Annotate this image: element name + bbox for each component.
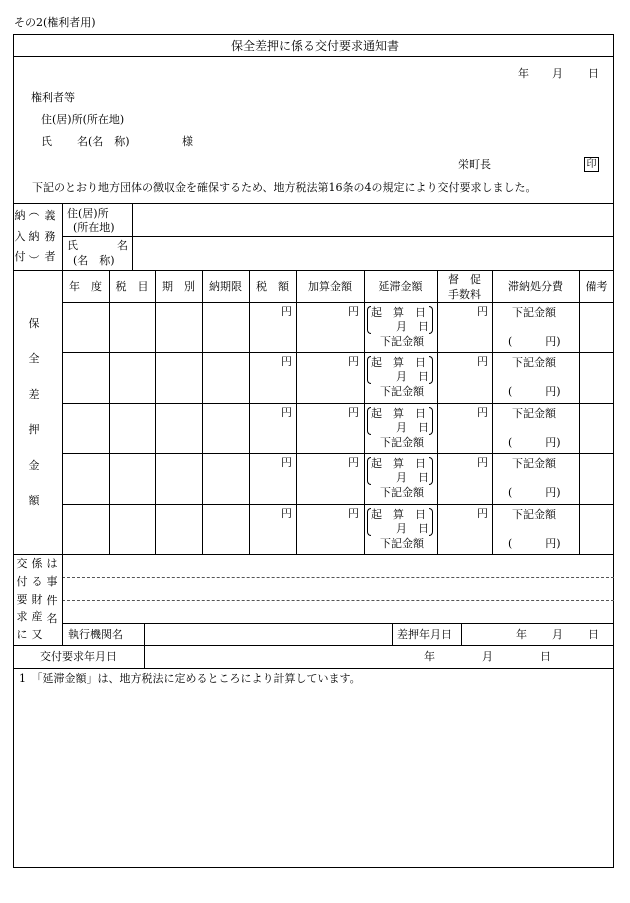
request-day: 日 (540, 650, 551, 663)
disposition-below-amount: 下記金額 (512, 306, 556, 319)
obligor-side-left: 納 入 付 (14, 209, 26, 263)
additional-yen: 円 (348, 406, 359, 419)
seizure-month: 月 (552, 628, 563, 641)
dashed-line (62, 577, 614, 578)
divider (62, 270, 63, 554)
brace-right (429, 508, 433, 536)
dunning-yen: 円 (477, 406, 488, 419)
obligor-name-label-2: (名 称) (73, 254, 115, 267)
obligor-address-label-2: (所在地) (73, 221, 115, 234)
tax-amount-yen: 円 (281, 305, 292, 318)
form-title: 保全差押に係る交付要求通知書 (230, 39, 399, 53)
header-tax-amount: 税 額 (256, 280, 289, 293)
recipient-name-label-a: 氏 (41, 135, 52, 148)
divider (144, 623, 145, 645)
divider (461, 623, 462, 645)
seizure-year: 年 (516, 628, 527, 641)
divider (579, 270, 580, 554)
divider (13, 554, 614, 555)
header-dunning-2: 手数料 (448, 288, 481, 301)
header-remarks: 備考 (585, 280, 608, 293)
divider (202, 270, 203, 554)
divider (13, 645, 614, 646)
calc-start-label: 起 算 日 (371, 457, 426, 470)
below-amount-label: 下記金額 (380, 335, 424, 348)
header-delinquency: 延滞金額 (378, 280, 423, 293)
tax-amount-yen: 円 (281, 456, 292, 469)
disposition-below-amount: 下記金額 (512, 508, 556, 521)
seal-mark: 印 (584, 157, 599, 172)
below-amount-label: 下記金額 (380, 486, 424, 499)
disposition-paren-yen: ( 円) (508, 436, 561, 449)
divider (62, 236, 614, 237)
disposition-below-amount: 下記金額 (512, 457, 556, 470)
divider (62, 504, 614, 505)
property-side-col-2: 係 る 財 産 又 (31, 557, 43, 641)
property-side-col-3: は 事 件 名 (46, 557, 58, 625)
recipient-name-label-b: 名(名 称) (77, 135, 130, 148)
obligor-side-inner: 義 務 者 (44, 209, 56, 263)
disposition-below-amount: 下記金額 (512, 407, 556, 420)
tax-amount-yen: 円 (281, 507, 292, 520)
additional-yen: 円 (348, 456, 359, 469)
header-disposition: 滞納処分費 (508, 280, 563, 293)
divider (364, 270, 365, 554)
divider (62, 554, 63, 645)
calc-month-day: 月 日 (396, 320, 429, 333)
seizure-date-label: 差押年月日 (397, 628, 452, 641)
calc-month-day: 月 日 (396, 471, 429, 484)
brace-right (429, 407, 433, 435)
dunning-yen: 円 (477, 355, 488, 368)
recipient-label: 権利者等 (31, 91, 75, 104)
calc-month-day: 月 日 (396, 370, 429, 383)
request-year: 年 (424, 650, 435, 663)
brace-right (429, 457, 433, 485)
below-amount-label: 下記金額 (380, 436, 424, 449)
dashed-line (62, 600, 614, 601)
disposition-paren-yen: ( 円) (508, 537, 561, 550)
below-amount-label: 下記金額 (380, 385, 424, 398)
date-year: 年 (518, 67, 529, 80)
divider (437, 270, 438, 554)
header-additional: 加算金額 (308, 280, 352, 293)
header-period: 期 別 (162, 280, 195, 293)
footnote: 1 「延滞金額」は、地方税法に定めるところにより計算しています。 (19, 672, 361, 685)
date-day: 日 (588, 67, 599, 80)
obligor-name-label-a: 氏 (67, 239, 78, 252)
divider (13, 668, 614, 669)
additional-yen: 円 (348, 507, 359, 520)
exec-org-label: 執行機関名 (68, 628, 123, 641)
obligor-name-label-b: 名 (117, 239, 128, 252)
disposition-paren-yen: ( 円) (508, 486, 561, 499)
header-due-date: 納期限 (209, 280, 242, 293)
divider (62, 302, 614, 303)
divider (155, 270, 156, 554)
sender-title: 栄町長 (458, 158, 491, 171)
divider (13, 270, 614, 271)
form-frame (13, 34, 614, 868)
calc-month-day: 月 日 (396, 421, 429, 434)
calc-start-label: 起 算 日 (371, 306, 426, 319)
divider (62, 352, 614, 353)
disposition-paren-yen: ( 円) (508, 385, 561, 398)
additional-yen: 円 (348, 305, 359, 318)
tax-amount-yen: 円 (281, 406, 292, 419)
divider (13, 203, 614, 204)
dunning-yen: 円 (477, 507, 488, 520)
divider (392, 623, 393, 645)
recipient-honorific: 様 (182, 135, 193, 148)
request-date-label: 交付要求年月日 (40, 650, 117, 663)
date-month: 月 (552, 67, 563, 80)
dunning-yen: 円 (477, 456, 488, 469)
form-label: その2(権利者用) (14, 16, 96, 29)
amount-side-label: 保 全 差 押 金 額 (28, 317, 40, 507)
divider (109, 270, 110, 554)
below-amount-label: 下記金額 (380, 537, 424, 550)
divider (249, 270, 250, 554)
calc-start-label: 起 算 日 (371, 407, 426, 420)
seizure-day: 日 (588, 628, 599, 641)
request-month: 月 (482, 650, 493, 663)
divider (144, 645, 145, 668)
recipient-address-label: 住(居)所(所在地) (41, 113, 125, 126)
divider (492, 270, 493, 554)
divider (296, 270, 297, 554)
property-side-col-1: 交 付 要 求 に (16, 557, 28, 641)
obligor-side-paren: ︵ 納 ︶ (28, 205, 40, 267)
calc-start-label: 起 算 日 (371, 508, 426, 521)
header-tax-item: 税 目 (115, 280, 149, 293)
divider (13, 56, 614, 57)
disposition-paren-yen: ( 円) (508, 335, 561, 348)
divider (62, 403, 614, 404)
additional-yen: 円 (348, 355, 359, 368)
header-year: 年 度 (69, 280, 102, 293)
disposition-below-amount: 下記金額 (512, 356, 556, 369)
body-text: 下記のとおり地方団体の徴収金を確保するため、地方税法第16条の4の規定により交付要求しました。 (32, 181, 537, 194)
calc-month-day: 月 日 (396, 522, 429, 535)
obligor-address-label: 住(居)所 (67, 207, 109, 220)
header-dunning-1: 督 促 (448, 273, 481, 286)
calc-start-label: 起 算 日 (371, 356, 426, 369)
brace-right (429, 306, 433, 334)
tax-amount-yen: 円 (281, 355, 292, 368)
divider (62, 453, 614, 454)
brace-right (429, 356, 433, 384)
dunning-yen: 円 (477, 305, 488, 318)
